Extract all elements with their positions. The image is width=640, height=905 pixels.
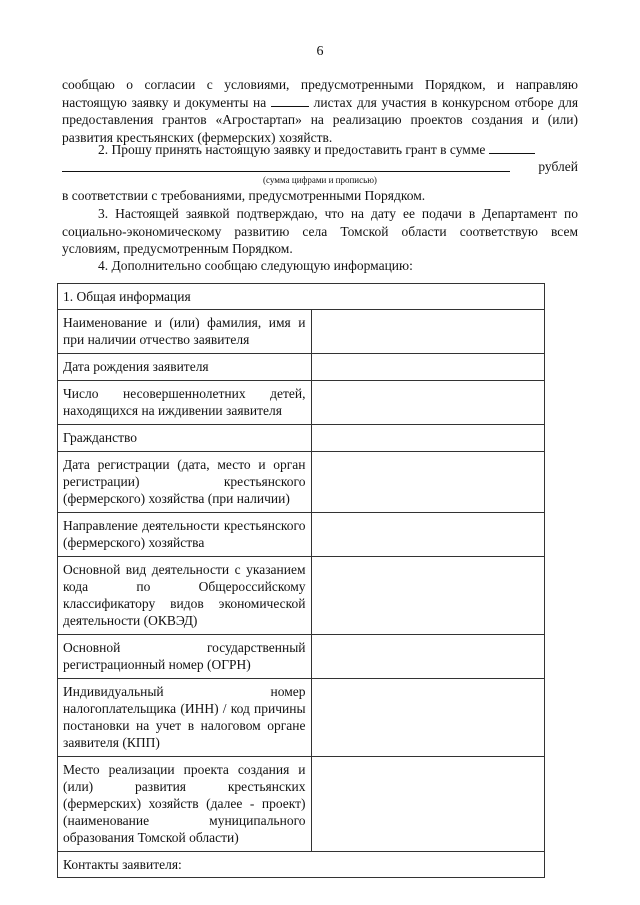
text-fragment: настоящую заявку и документы на [62, 94, 267, 110]
text-fragment: листах для участия в конкурсном отборе для [313, 94, 579, 110]
table-row [58, 381, 545, 425]
table-row [58, 557, 545, 635]
paragraph-grant-request [62, 141, 578, 159]
table-row [58, 757, 545, 852]
row-value-field[interactable] [311, 452, 544, 513]
row-value-field[interactable] [311, 513, 544, 557]
row-label: Наименование и (или) фамилия, имя и при наличии отчество заявителя [58, 310, 312, 354]
row-label: Дата регистрации (дата, место и орган регистрации) крестьянского (фермерского) хозяйства (при наличии) [58, 452, 312, 513]
grant-amount-line [62, 158, 578, 177]
paragraph-confirmation [62, 205, 578, 258]
row-label: Основной вид деятельности с указанием кода по Общероссийскому классификатору видов экономической деятельности (ОКВЭД) [58, 557, 312, 635]
text-line: условиям, предусмотренным Порядком. [62, 241, 293, 256]
text-line: 2. Прошу принять настоящую заявку и предоставить грант в сумме [98, 142, 486, 157]
table-section-header: 1. Общая информация [58, 284, 545, 310]
text-line: в соответствии с требованиями, предусмотренными Порядком. [62, 188, 426, 203]
paragraph-additional-info [62, 257, 578, 275]
row-label: Место реализации проекта создания и (или) развития крестьянских (фермерских) хозяйств (далее - проект) (наименование муниципального образования Томской области) [58, 757, 312, 852]
row-value-field[interactable] [311, 635, 544, 679]
row-label: Основной государственный регистрационный номер (ОГРН) [58, 635, 312, 679]
table-row [58, 513, 545, 557]
text-line: предоставления грантов «Агростартап» на реализацию проектов создания и (или) [62, 112, 578, 127]
row-value-field[interactable] [311, 381, 544, 425]
row-label: Гражданство [58, 425, 312, 452]
row-label: Дата рождения заявителя [58, 354, 312, 381]
table-header-row [58, 284, 545, 310]
grant-amount-blank-1[interactable] [489, 153, 535, 154]
contacts-label: Контакты заявителя: [58, 852, 545, 878]
amount-caption: (сумма цифрами и прописью) [263, 175, 377, 185]
text-line: сообщаю о согласии с условиями, предусмотренными Порядком, и направляю [62, 77, 578, 92]
row-label: Число несовершеннолетних детей, находящихся на иждивении заявителя [58, 381, 312, 425]
grant-amount-blank-2[interactable] [62, 158, 510, 172]
text-line: 3. Настоящей заявкой подтверждаю, что на дату ее подачи в Департамент по [98, 206, 578, 221]
paragraph-consent [62, 76, 578, 146]
table-row [58, 679, 545, 757]
row-value-field[interactable] [311, 425, 544, 452]
currency-label: рублей [538, 159, 578, 174]
table-row [58, 635, 545, 679]
row-value-field[interactable] [311, 354, 544, 381]
text-line: социально-экономическому развитию села Томской области соответствую всем [62, 223, 578, 239]
row-value-field[interactable] [311, 310, 544, 354]
text-line: развития крестьянских (фермерских) хозяйств. [62, 129, 333, 145]
row-value-field[interactable] [311, 757, 544, 852]
table-footer-row [58, 852, 545, 878]
table-row [58, 310, 545, 354]
table-row [58, 354, 545, 381]
sheets-count-blank[interactable] [271, 106, 309, 107]
page-number: 6 [316, 44, 324, 59]
table-row [58, 425, 545, 452]
general-info-table [57, 283, 545, 878]
row-value-field[interactable] [311, 679, 544, 757]
text-line [62, 94, 578, 112]
text-line: 4. Дополнительно сообщаю следующую информацию: [98, 258, 413, 273]
row-value-field[interactable] [311, 557, 544, 635]
row-label: Направление деятельности крестьянского (фермерского) хозяйства [58, 513, 312, 557]
table-row [58, 452, 545, 513]
row-label: Индивидуальный номер налогоплательщика (ИНН) / код причины постановки на учет в налоговом органе заявителя (КПП) [58, 679, 312, 757]
